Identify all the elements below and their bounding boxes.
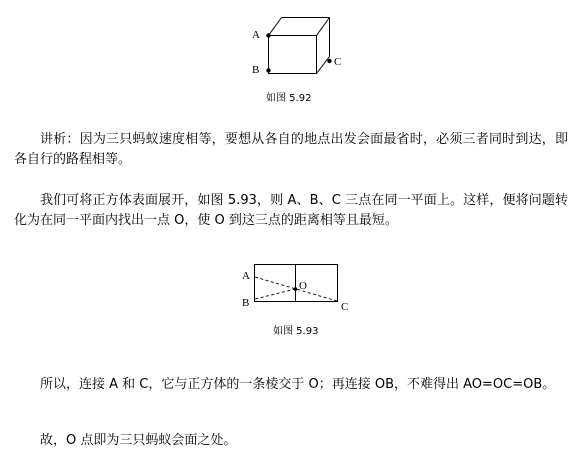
figure-caption-5-92: 如图 5.92 [266,93,312,104]
cube-label-a: A [252,29,260,41]
net-label-o: O [299,280,307,292]
net-label-a: A [242,270,250,282]
net-label-c: C [341,301,349,313]
conclusion-paragraph: 所以，连接 A 和 C，它与正方体的一条棱交于 O；再连接 OB，不难得出 AO=OC=OB。 [40,377,556,392]
figure-caption-5-93: 如图 5.93 [273,326,319,337]
point-o [294,287,298,291]
analysis-paragraph: 讲析：因为三只蚂蚁速度相等，要想从各自的地点出发会面最省时，必须三者同时到达，即各自行的路程相等。 [14,132,568,167]
cube-label-b: B [252,64,260,76]
net-label-b: B [242,297,250,309]
final-paragraph: 故，O 点即为三只蚂蚁会面之处。 [40,433,237,448]
unfold-paragraph: 我们可将正方体表面展开，如图 5.93，则 A、B、C 三点在同一平面上。这样，便将问题转化为在同一平面内找出一点 O，使 O 到这三点的距离相等且最短。 [14,193,568,228]
line-o-to-b [255,289,296,299]
cube-label-c: C [334,56,342,68]
